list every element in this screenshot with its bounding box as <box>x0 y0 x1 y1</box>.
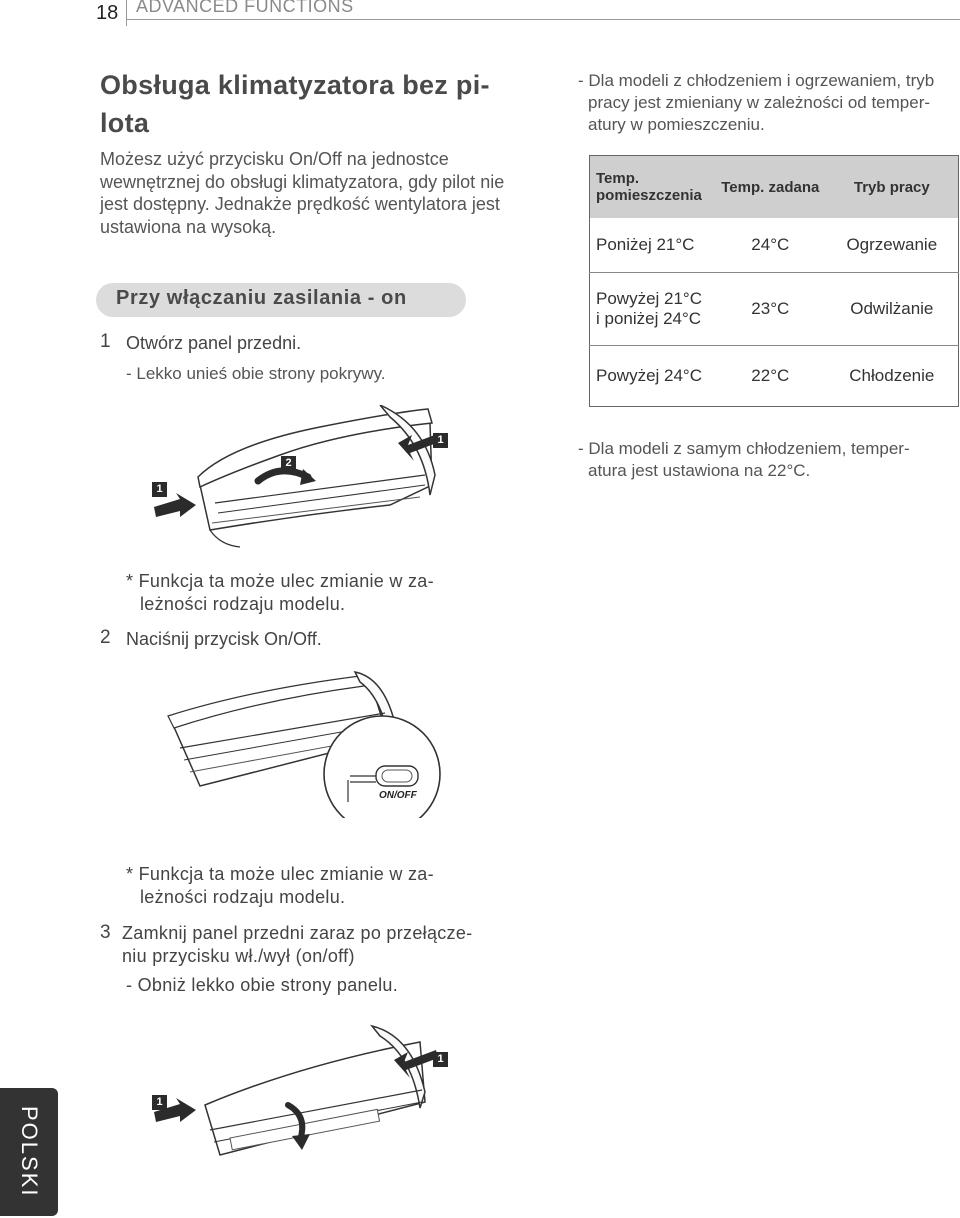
header-rule <box>126 19 960 20</box>
figure-close-panel <box>140 1020 460 1170</box>
step-subtext: - Obniż lekko obie strony panelu. <box>126 975 399 995</box>
table-cell: 22°C <box>751 366 790 385</box>
table-header <box>590 156 715 219</box>
step-badge: 1 <box>152 1095 167 1110</box>
note-line: - Dla modeli z chłodzeniem i ogrzewaniem, tryb <box>578 71 935 90</box>
section-header: ADVANCED FUNCTIONS <box>136 0 354 16</box>
header-line: pomieszczenia <box>596 187 702 204</box>
table-row <box>590 273 959 346</box>
step-badge: 2 <box>281 456 296 471</box>
table-cell: Chłodzenie <box>849 366 935 385</box>
table-header-row <box>590 156 959 219</box>
intro-line: jest dostępny. Jednakże prędkość wentylatora jest <box>100 194 500 214</box>
step-badge: 1 <box>433 433 448 448</box>
page-number: 18 <box>96 2 119 24</box>
step-text: Otwórz panel przedni. <box>126 333 302 353</box>
title-line: Obsługa klimatyzatora bez pi- <box>100 70 490 100</box>
step-line: niu przycisku wł./wył (on/off) <box>122 946 355 966</box>
cell-line: i poniżej 24°C <box>596 309 702 328</box>
intro-paragraph <box>100 148 520 238</box>
table-cell: 24°C <box>715 218 826 273</box>
note-line: atura jest ustawiona na 22°C. <box>588 461 811 480</box>
table-header: Tryb pracy <box>826 156 959 219</box>
note-line: pracy jest zmieniany w zależności od temper- <box>588 93 931 112</box>
cell-line: Powyżej 21°C <box>596 289 703 308</box>
step-badge: 1 <box>433 1052 448 1067</box>
table-row <box>590 218 959 273</box>
step-subtext: - Lekko unieś obie strony pokrywy. <box>126 364 386 383</box>
subheading: Przy włączaniu zasilania - on <box>116 287 407 309</box>
step-number: 3 <box>100 922 111 943</box>
note-line: leżności rodzaju modelu. <box>140 594 346 614</box>
temperature-table <box>589 155 959 407</box>
table-cell: Odwilżanie <box>826 273 959 346</box>
table-cell: Poniżej 21°C <box>590 218 715 273</box>
onoff-label: ON/OFF <box>379 790 417 801</box>
intro-line: wewnętrznej do obsługi klimatyzatora, gdy pilot nie <box>100 171 505 192</box>
language-tab-label: POLSKI <box>17 1106 42 1198</box>
model-note <box>126 570 434 616</box>
coolonly-note <box>578 438 910 482</box>
table-header: Temp. zadana <box>715 156 826 219</box>
heatcool-note <box>578 70 934 136</box>
table-row <box>590 346 959 407</box>
header-divider <box>126 0 127 26</box>
figure-open-panel <box>140 405 460 550</box>
note-line: * Funkcja ta może ulec zmianie w za- <box>126 864 434 884</box>
table-cell <box>590 273 715 346</box>
model-note <box>126 863 434 909</box>
title-line: lota <box>100 108 150 138</box>
note-line: leżności rodzaju modelu. <box>140 887 346 907</box>
step-badge: 1 <box>152 482 167 497</box>
step-text <box>122 922 472 968</box>
step-text: Naciśnij przycisk On/Off. <box>126 629 322 649</box>
header-line: Temp. <box>596 170 640 187</box>
page-title <box>100 66 520 142</box>
step-number: 1 <box>100 331 111 352</box>
note-line: atury w pomieszczeniu. <box>588 115 765 134</box>
table-cell: Ogrzewanie <box>826 218 959 273</box>
step-number: 2 <box>100 627 111 648</box>
table-cell: Powyżej 24°C <box>596 366 703 385</box>
step-line: Zamknij panel przedni zaraz po przełącze- <box>122 923 473 943</box>
note-line: - Dla modeli z samym chłodzeniem, temper- <box>578 439 910 458</box>
note-line: * Funkcja ta może ulec zmianie w za- <box>126 571 434 591</box>
intro-line: ustawiona na wysoką. <box>100 216 277 237</box>
intro-line: Możesz użyć przycisku On/Off na jednostce <box>100 149 449 169</box>
table-cell: 23°C <box>715 273 826 346</box>
